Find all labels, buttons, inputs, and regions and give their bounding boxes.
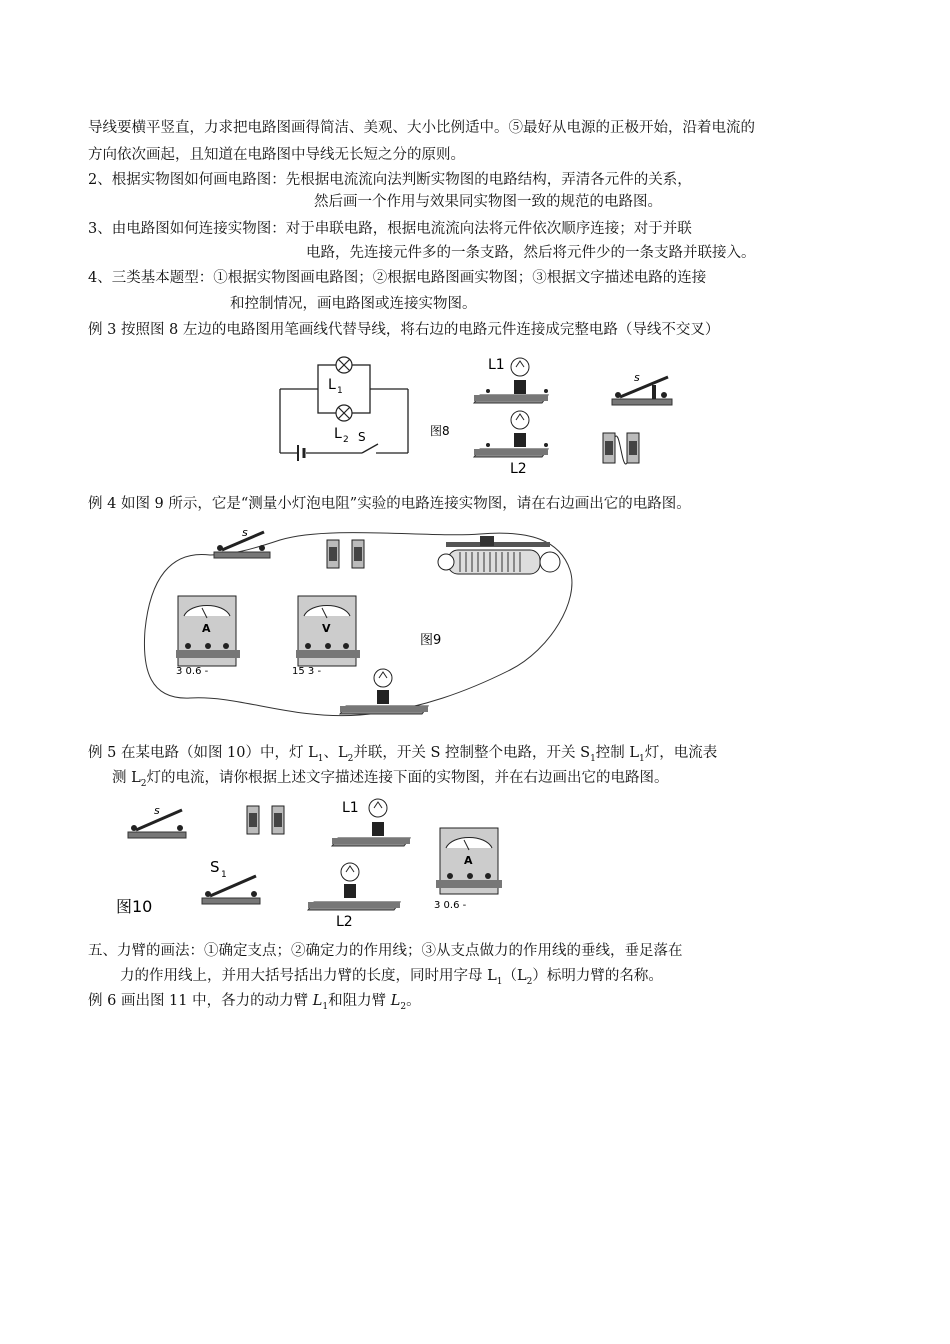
example-4-text: 例 4 如图 9 所示，它是“测量小灯泡电阻”实验的电路连接实物图，请在右边画出它的电路图。: [88, 496, 691, 512]
fig9-battery: [327, 540, 364, 568]
fig9-ammeter-scale: 3 0.6 -: [176, 666, 209, 677]
section-5-line1: 五、力臂的画法：①确定支点；②确定力的作用线；③从支点做力的作用线的垂线，垂足落在: [88, 943, 683, 959]
fig8-battery: [603, 433, 639, 464]
figure-8: [270, 345, 700, 480]
fig10-battery: [247, 806, 284, 834]
fig8-L1-label: L1: [488, 357, 505, 373]
example-5-line2: 测 $L_2$灯的电流，请你根据上述文字描述连接下面的实物图，并在右边画出它的电路图。: [112, 770, 669, 789]
fig10-L1-label: L1: [342, 800, 359, 816]
fig8-lamp-board-L1: [474, 358, 548, 403]
fig8-lamp-L1: [336, 357, 352, 373]
para-line: 4、三类基本题型：①根据实物图画电路图；②根据电路图画实物图；③根据文字描述电路的连接: [88, 270, 707, 286]
fig8-switch: [612, 377, 672, 405]
fig9-lamp: [340, 669, 428, 714]
fig9-voltmeter-letter: V: [322, 622, 331, 635]
fig10-ammeter-scale: 3 0.6 -: [434, 900, 467, 911]
section-5-line2: 力的作用线上，并用大括号括出力臂的长度，同时用字母 $L_1(L_2)$标明力臂的名称。: [120, 968, 663, 987]
fig10-lamp-board-L2: [308, 863, 400, 910]
fig8-lamp-L2: [336, 405, 352, 421]
example-3-text: 例 3 按照图 8 左边的电路图用笔画线代替导线，将右边的电路元件连接成完整电路（导线不交叉）: [88, 322, 720, 338]
fig9-caption: 图9: [420, 633, 442, 648]
svg-text:s: s: [154, 804, 160, 817]
para-line: 和控制情况，画电路图或连接实物图。: [230, 296, 477, 312]
svg-text:1: 1: [221, 870, 227, 880]
para-line: 电路，先连接元件多的一条支路，然后将元件少的一条支路并联接入。: [306, 245, 756, 261]
para-line: 然后画一个作用与效果同实物图一致的规范的电路图。: [314, 194, 662, 210]
fig8-lamp-board-L2: [474, 411, 548, 457]
figure-10: [110, 792, 510, 927]
para-line: 导线要横平竖直，力求把电路图画得简洁、美观、大小比例适中。⑤最好从电源的正极开始，沿着电流的: [88, 120, 755, 136]
fig8-schematic-L1-label: L: [328, 377, 336, 393]
svg-text:s: s: [242, 526, 248, 539]
fig10-L2-label: L2: [336, 914, 353, 927]
fig10-caption: 图10: [116, 897, 153, 916]
svg-text:1: 1: [337, 386, 343, 396]
fig8-L2-label: L2: [510, 461, 527, 477]
fig10-ammeter-letter: A: [464, 854, 473, 867]
fig9-ammeter-letter: A: [202, 622, 211, 635]
svg-text:2: 2: [343, 435, 349, 445]
fig10-S1-label: S: [210, 858, 220, 876]
para-line: 3、由电路图如何连接实物图：对于串联电路，根据电流流向法将元件依次顺序连接；对于并联: [88, 221, 692, 237]
example-5-line1: 例 5 在某电路（如图 10）中，灯 $L_1$、$L_2$并联，开关 S 控制整个电路，开关 $S_1$控制 $L_1$灯，电流表: [88, 745, 718, 764]
fig8-schematic-S-label: S: [358, 430, 366, 444]
fig9-voltmeter-scale: 15 3 -: [292, 666, 322, 677]
fig9-rheostat: [438, 536, 560, 574]
fig8-schematic-L2-label: L: [334, 426, 342, 442]
para-line: 方向依次画起，且知道在电路图中导线无长短之分的原则。: [88, 147, 465, 163]
fig8-caption: 图8: [430, 424, 450, 438]
figure-9: [130, 520, 590, 730]
svg-text:s: s: [634, 371, 640, 384]
fig10-switch-S1: [202, 876, 260, 904]
example-6-text: 例 6 画出图 11 中，各力的动力臂 $L_1$和阻力臂 $L_2$。: [88, 993, 421, 1012]
para-line: 2、根据实物图如何画电路图：先根据电流流向法判断实物图的电路结构，弄清各元件的关系，: [88, 172, 692, 188]
